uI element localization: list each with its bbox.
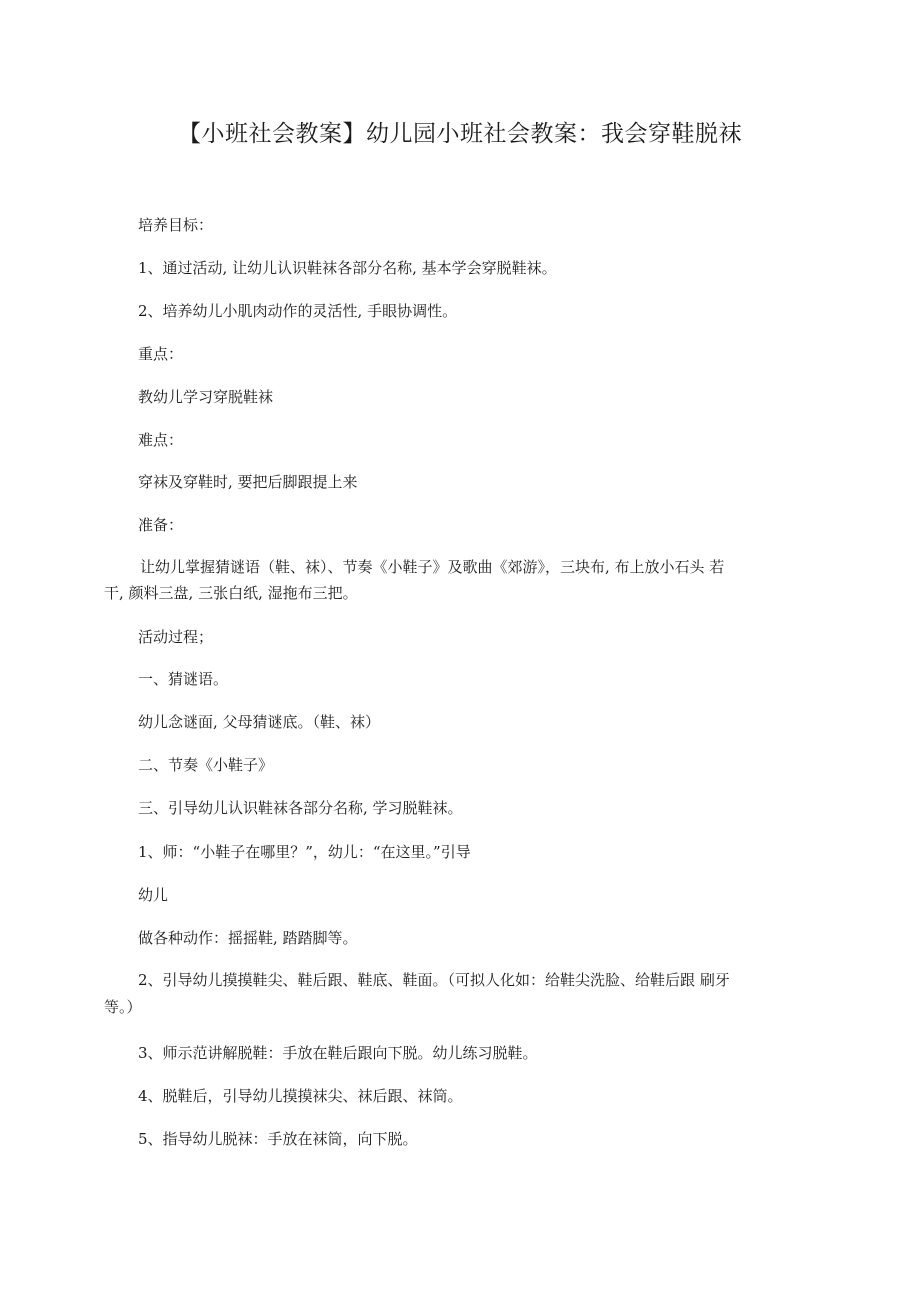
prep-heading: 准备： [138,516,184,534]
step-3: 三、引导幼儿认识鞋袜各部分名称, 学习脱鞋袜。 [138,799,463,817]
sub-step-3: 3、师示范讲解脱鞋：手放在鞋后跟向下脱。幼儿练习脱鞋。 [138,1044,538,1062]
key-heading: 重点： [138,345,184,363]
goal-item-2: 2、培养幼儿小肌肉动作的灵活性, 手眼协调性。 [138,302,458,320]
process-heading: 活动过程； [138,628,214,646]
step-1-detail: 幼儿念谜面, 父母猜谜底。（鞋、袜） [138,713,381,731]
prep-text-line-2: 干, 颜料三盘, 三张白纸, 湿拖布三把。 [104,584,358,602]
sub-step-4: 4、脱鞋后，引导幼儿摸摸袜尖、袜后跟、袜筒。 [138,1087,463,1105]
sub-step-1: 1、师：“小鞋子在哪里？”，幼儿：“在这里。”引导 [138,843,471,861]
prep-text-line-1: 让幼儿掌握猜谜语（鞋、袜）、节奏《小鞋子》及歌曲《郊游》，三块布, 布上放小石头 若 [140,558,725,576]
step-1: 一、猜谜语。 [138,670,229,688]
sub-step-2-line-1: 2、引导幼儿摸摸鞋尖、鞋后跟、鞋底、鞋面。（可拟人化如：给鞋尖洗脸、给鞋后跟 刷牙 [138,971,730,989]
goals-heading: 培养目标： [138,216,214,234]
step-2: 二、节奏《小鞋子》 [138,756,274,774]
goal-item-1: 1、通过活动, 让幼儿认识鞋袜各部分名称, 基本学会穿脱鞋袜。 [138,259,557,277]
document-title: 【小班社会教案】幼儿园小班社会教案：我会穿鞋脱袜 [178,121,742,147]
sub-step-1-continued: 幼儿 [138,886,169,904]
sub-step-2-line-2: 等。） [104,998,142,1016]
sub-step-5: 5、指导幼儿脱袜：手放在袜筒，向下脱。 [138,1130,418,1148]
difficulty-text: 穿袜及穿鞋时, 要把后脚跟提上来 [138,473,358,491]
key-text: 教幼儿学习穿脱鞋袜 [138,388,274,406]
difficulty-heading: 难点： [138,431,184,449]
sub-step-1-actions: 做各种动作：摇摇鞋, 踏踏脚等。 [138,929,358,947]
